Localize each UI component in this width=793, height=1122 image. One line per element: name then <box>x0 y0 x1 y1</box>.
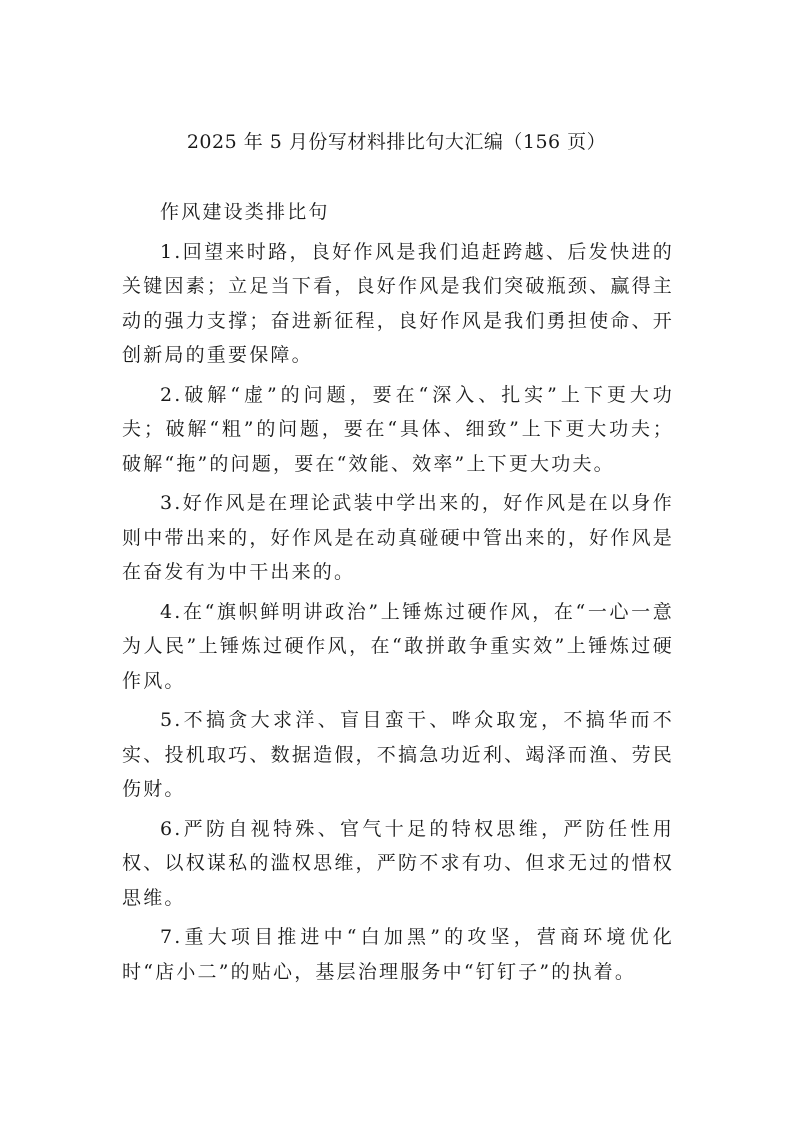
document-body <box>122 195 674 994</box>
paragraph-item-7: 7.重大项目推进中“白加黑”的攻坚，营商环境优化时“店小二”的贴心，基层治理服务中“钉钉子”的执着。 <box>122 926 674 983</box>
paragraph-item-5: 5.不搞贪大求洋、盲目蛮干、哗众取宠，不搞华而不实、投机取巧、数据造假，不搞急功近利、竭泽而渔、劳民伤财。 <box>122 709 674 800</box>
section-heading: 作风建设类排比句 <box>160 201 330 223</box>
paragraph-item-6: 6.严防自视特殊、官气十足的特权思维，严防任性用权、以权谋私的滥权思维，严防不求有功、但求无过的惜权思维。 <box>122 817 674 909</box>
paragraph-item-2: 2.破解“虚”的问题，要在“深入、扎实”上下更大功夫；破解“粗”的问题，要在“具体、细致”上下更大功夫；破解“拖”的问题，要在“效能、效率”上下更大功夫。 <box>122 383 674 475</box>
paragraph-item-4: 4.在“旗帜鲜明讲政治”上锤炼过硬作风，在“一心一意为人民”上锤炼过硬作风，在“敢拼敢争重实效”上锤炼过硬作风。 <box>122 600 674 692</box>
paragraph-item-1: 1.回望来时路，良好作风是我们追赶跨越、后发快进的关键因素；立足当下看，良好作风是我们突破瓶颈、赢得主动的强力支撑；奋进新征程，良好作风是我们勇担使命、开创新局的重要保障。 <box>122 240 674 366</box>
page-title: 2025 年 5 月份写材料排比句大汇编（156 页） <box>186 131 607 153</box>
paragraph-item-3: 3.好作风是在理论武装中学出来的，好作风是在以身作则中带出来的，好作风是在动真碰硬中管出来的，好作风是在奋发有为中干出来的。 <box>122 492 674 583</box>
